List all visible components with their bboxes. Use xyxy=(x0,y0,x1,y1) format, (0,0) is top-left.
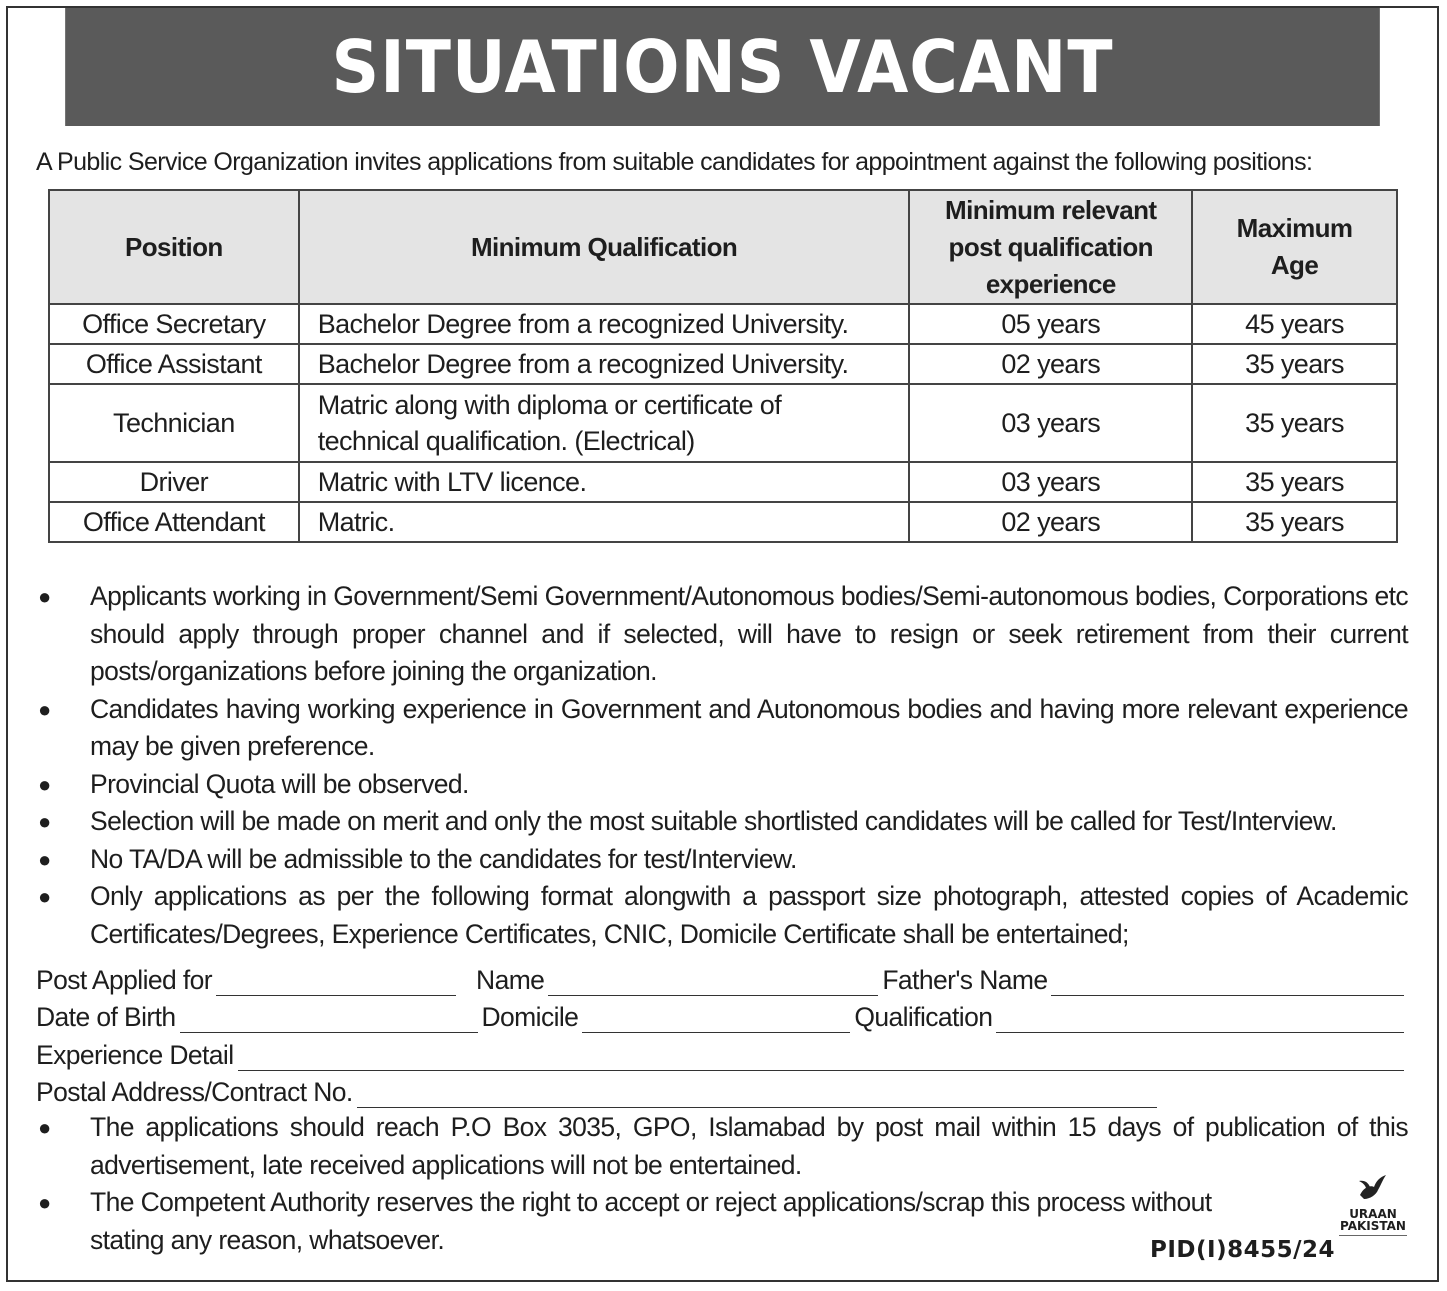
cell-qualification: Bachelor Degree from a recognized University. xyxy=(299,304,910,344)
list-item xyxy=(36,803,1408,841)
form-row xyxy=(36,958,1408,996)
logo-line-1: URAAN xyxy=(1349,1207,1397,1221)
table-row xyxy=(49,384,1397,462)
cell-qualification: Matric with LTV licence. xyxy=(299,462,910,502)
cell-position: Technician xyxy=(49,384,299,462)
post-applied-label: Post Applied for xyxy=(36,964,213,995)
table-row xyxy=(49,304,1397,344)
cell-qualification: Bachelor Degree from a recognized University. xyxy=(299,344,910,384)
domicile-field[interactable] xyxy=(582,1004,850,1033)
positions-table xyxy=(48,189,1398,543)
list-item-text: No TA/DA will be admissible to the candidates for test/Interview. xyxy=(90,843,797,874)
bullet-icon: ● xyxy=(38,846,51,872)
cell-position: Office Attendant xyxy=(49,502,299,542)
cell-experience: 02 years xyxy=(909,344,1192,384)
cell-experience: 03 years xyxy=(909,462,1192,502)
application-format xyxy=(36,958,1408,1108)
table-header-row xyxy=(49,190,1397,304)
list-item xyxy=(36,1109,1408,1184)
form-row xyxy=(36,1071,1408,1109)
bullet-icon: ● xyxy=(38,884,51,909)
advertisement xyxy=(6,6,1439,1282)
postal-address-label: Postal Address/Contract No. xyxy=(36,1077,353,1107)
date-of-birth-label: Date of Birth xyxy=(36,1002,176,1032)
table-row xyxy=(49,462,1397,502)
list-item xyxy=(36,578,1408,691)
bullet-icon: ● xyxy=(38,1190,51,1215)
bullet-icon: ● xyxy=(38,1115,51,1140)
bullet-icon: ● xyxy=(38,771,51,797)
date-of-birth-field[interactable] xyxy=(180,1004,478,1033)
list-item xyxy=(36,1184,1226,1259)
qualification-field[interactable] xyxy=(996,1004,1404,1033)
form-row xyxy=(36,996,1408,1034)
table-row xyxy=(49,502,1397,542)
cell-position: Driver xyxy=(49,462,299,502)
cell-age: 35 years xyxy=(1192,384,1397,462)
bird-icon xyxy=(1356,1173,1390,1203)
cell-experience: 05 years xyxy=(909,304,1192,344)
fathers-name-label: Father's Name xyxy=(882,964,1048,995)
name-field[interactable] xyxy=(548,967,878,996)
cell-age: 45 years xyxy=(1192,304,1397,344)
header-qualification: Minimum Qualification xyxy=(299,190,910,304)
cell-position: Office Secretary xyxy=(49,304,299,344)
bullet-icon: ● xyxy=(38,696,51,722)
experience-detail-field[interactable] xyxy=(238,1042,1405,1071)
bullet-icon: ● xyxy=(38,584,51,609)
name-label: Name xyxy=(476,964,545,995)
list-item-text: The applications should reach P.O Box 3035, GPO, Islamabad by post mail within 15 days of publication of this advertisement, late received applications will not be entertained. xyxy=(90,1112,1408,1180)
experience-detail-label: Experience Detail xyxy=(36,1039,234,1070)
cell-position: Office Assistant xyxy=(49,344,299,384)
list-item xyxy=(36,841,1408,879)
header-age: Maximum Age xyxy=(1192,190,1397,304)
header-position: Position xyxy=(49,190,299,304)
list-item-text: Selection will be made on merit and only the most suitable shortlisted candidates will be called for Test/Interview. xyxy=(90,806,1337,836)
uraan-pakistan-logo xyxy=(1333,1173,1413,1240)
list-item-text: Candidates having working experience in Government and Autonomous bodies and having more relevant experience may be given preference. xyxy=(90,693,1408,761)
logo-line-2: PAKISTAN xyxy=(1340,1219,1406,1233)
fathers-name-field[interactable] xyxy=(1051,967,1404,996)
intro-text: A Public Service Organization invites applications from suitable candidates for appointment against the following positions: xyxy=(36,148,1313,176)
form-row xyxy=(36,1033,1408,1071)
qualification-label: Qualification xyxy=(854,1002,993,1032)
list-item-text: Only applications as per the following format alongwith a passport size photograph, attested copies of Academic Certificates/Degrees, Experience Certificates, CNIC, Domicile Certificate shall be entertained; xyxy=(90,881,1408,949)
cell-age: 35 years xyxy=(1192,344,1397,384)
cell-qualification: Matric along with diploma or certificate of technical qualification. (Electrical) xyxy=(299,384,910,462)
pid-number: PID(I)8455/24 xyxy=(1150,1237,1336,1263)
requirements-list xyxy=(36,578,1408,953)
cell-experience: 02 years xyxy=(909,502,1192,542)
cell-experience: 03 years xyxy=(909,384,1192,462)
header-experience: Minimum relevant post qualification experience xyxy=(909,190,1192,304)
list-item xyxy=(36,766,1408,804)
banner-title: SITUATIONS VACANT xyxy=(65,8,1380,126)
postal-address-field[interactable] xyxy=(357,1079,1157,1108)
list-item xyxy=(36,878,1408,953)
list-item-text: Provincial Quota will be observed. xyxy=(90,768,469,799)
list-item xyxy=(36,691,1408,766)
logo-divider xyxy=(1339,1235,1407,1240)
cell-age: 35 years xyxy=(1192,502,1397,542)
list-item-text: The Competent Authority reserves the right to accept or reject applications/scrap this process without stating any reason, whatsoever. xyxy=(90,1187,1212,1255)
post-applied-field[interactable] xyxy=(216,967,456,996)
cell-age: 35 years xyxy=(1192,462,1397,502)
table-row xyxy=(49,344,1397,384)
cell-qualification: Matric. xyxy=(299,502,910,542)
bullet-icon: ● xyxy=(38,809,51,834)
list-item-text: Applicants working in Government/Semi Government/Autonomous bodies/Semi-autonomous bodies, Corporations etc should apply through proper channel and if selected, will have to resign or seek retirement from their current posts/organizations before joining the organization. xyxy=(90,581,1408,686)
domicile-label: Domicile xyxy=(481,1002,579,1032)
